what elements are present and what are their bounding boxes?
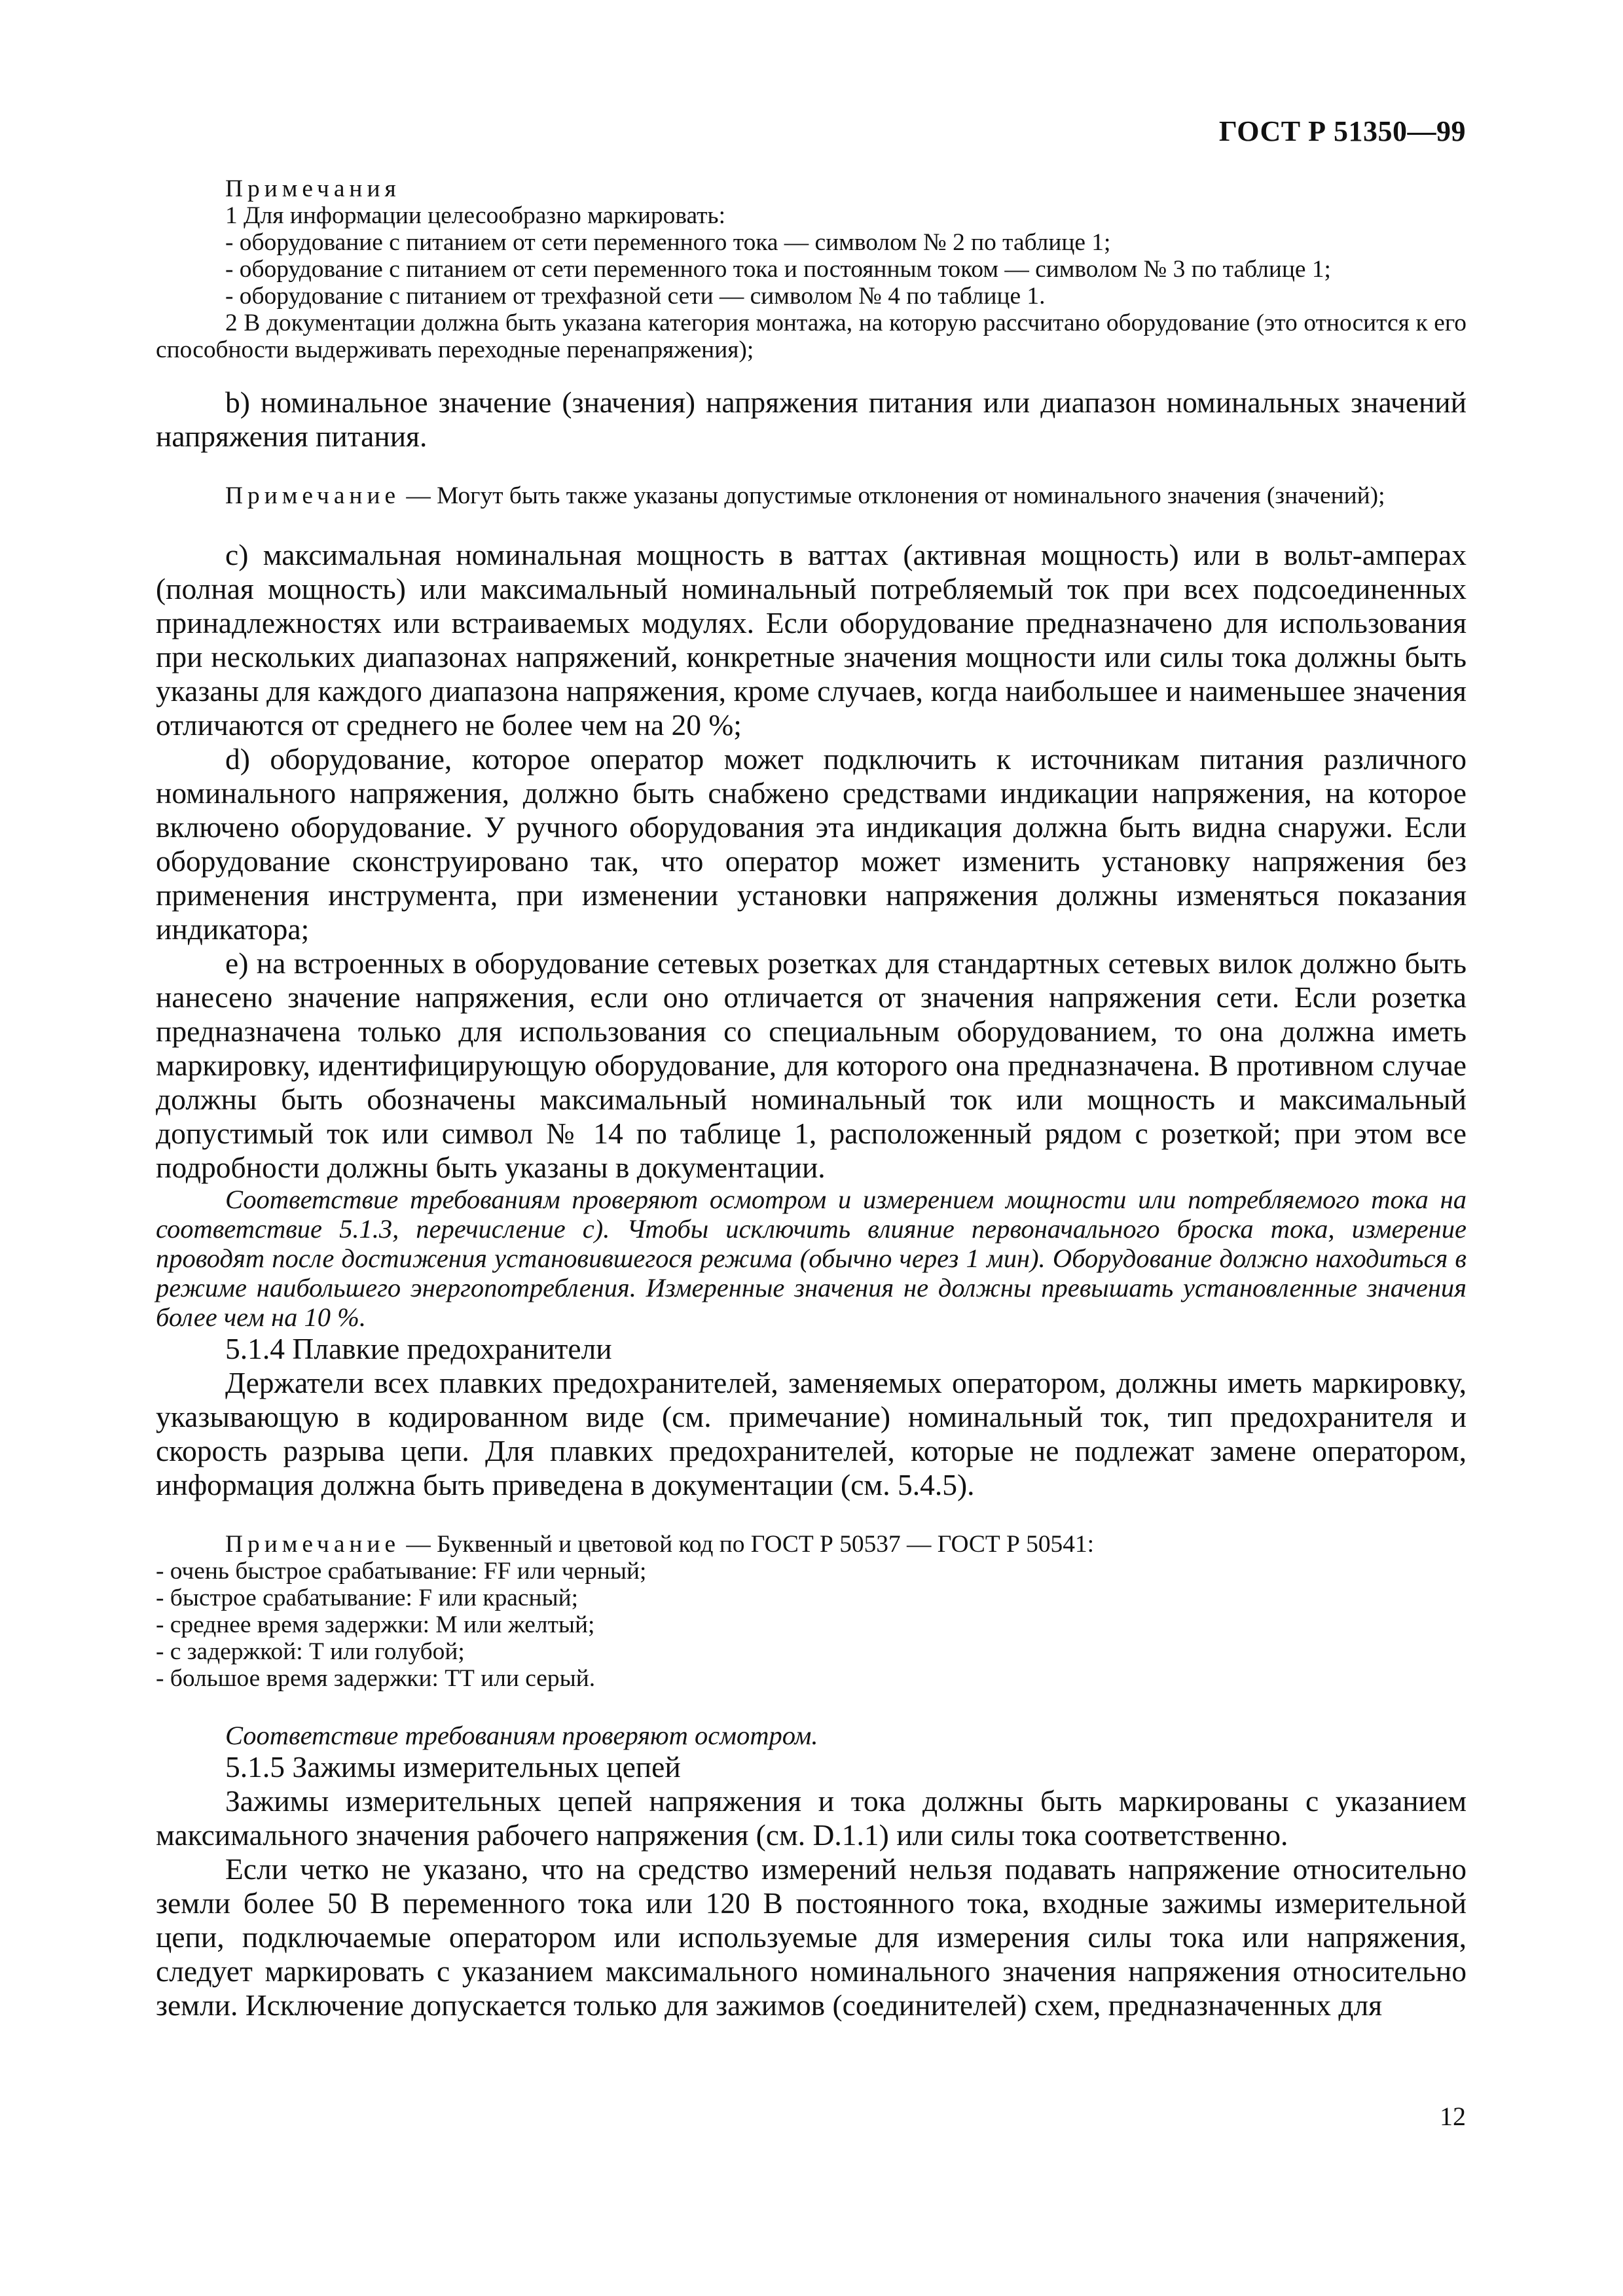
note-text: — Буквенный и цветовой код по ГОСТ Р 50537 — ГОСТ Р 50541: [400,1531,1095,1558]
section-paragraph: Зажимы измерительных цепей напряжения и тока должны быть маркированы с указанием максимального значения рабочего напряжения (см. D.1.1) или силы тока соответственно. [156,1784,1467,1852]
page-number: 12 [1440,2102,1466,2131]
note-line: - оборудование с питанием от трехфазной сети — символом № 4 по таблице 1. [225,283,1046,310]
note-block-1 [156,175,1467,363]
note-list-item: - очень быстрое срабатывание: FF или черный; [156,1558,647,1585]
section-heading: 5.1.4 Плавкие предохранители [225,1332,612,1365]
note-label: Примечание [225,1531,401,1558]
note-list-item: - быстрое срабатывание: F или красный; [156,1585,578,1611]
list-item-b: b) номинальное значение (значения) напряжения питания или диапазон номинальных значений напряжения питания. [156,386,1467,453]
note-block-3 [156,1531,1467,1692]
note-text: — Могут быть также указаны допустимые отклонения от номинального значения (значений); [400,482,1385,509]
note-line: - оборудование с питанием от сети переменного тока и постоянным током — символом № 3 по таблице 1; [225,256,1331,283]
list-item-d: d) оборудование, которое оператор может подключить к источникам питания различного номинального напряжения, должно быть снабжено средствами индикации напряжения, на которое включено оборудование. У ручного оборудования эта индикация должна быть видна снаружи. Если оборудование сконструировано так, что оператор может изменить установку напряжения без применения инструмента, при изменении установки напряжения должны изменяться показания индикатора; [156,742,1467,946]
list-item-c: с) максимальная номинальная мощность в ваттах (активная мощность) или в вольт-амперах (полная мощность) или максимальный номинальный потребляемый ток при всех подсоединенных принадлежностях или встраиваемых модулях. Если оборудование предназначено для использования при нескольких диапазонах напряжений, конкретные значения мощности или силы тока должны быть указаны для каждого диапазона напряжения, кроме случаев, когда наибольшее и наименьшее значения отличаются от среднего не более чем на 20 %; [156,538,1467,742]
note-label: Примечания [225,175,401,202]
note-list-item: - большое время задержки: ТТ или серый. [156,1665,596,1692]
note-line: - оборудование с питанием от сети переменного тока — символом № 2 по таблице 1; [225,229,1111,256]
note-intro [156,1531,1467,1558]
note-block-2 [156,482,1467,509]
section-heading: 5.1.5 Зажимы измерительных цепей [225,1750,681,1784]
section-paragraph: Держатели всех плавких предохранителей, заменяемых оператором, должны иметь маркировку, указывающую в кодированном виде (см. примечание) номинальный ток, тип предохранителя и скорость разрыва цепи. Для плавких предохранителей, которые не подлежат замене оператором, информация должна быть приведена в документации (см. 5.4.5). [156,1366,1467,1501]
list-item-e: е) на встроенных в оборудование сетевых розетках для стандартных сетевых вилок должно быть нанесено значение напряжения, если оно отличается от значения напряжения сети. Если розетка предназначена только для использования со специальным оборудованием, то она должна иметь маркировку, идентифицирующую оборудование, для которого она предназначена. В противном случае должны быть обозначены максимальный номинальный ток или мощность и максимальный допустимый ток или символ № 14 по таблице 1, расположенный рядом с розеткой; при этом все подробности должны быть указаны в документации. [156,946,1467,1184]
compliance-paragraph: Соответствие требованиям проверяют осмотром. [225,1721,818,1750]
note-item-2: 2 В документации должна быть указана категория монтажа, на которую рассчитано оборудование (это относится к его способности выдерживать переходные перенапряжения); [156,310,1467,363]
note-list-item: - среднее время задержки: М или желтый; [156,1611,595,1638]
note-line: 1 Для информации целесообразно маркировать: [225,202,725,229]
section-paragraph: Если четко не указано, что на средство измерений нельзя подавать напряжение относительно земли более 50 В переменного тока или 120 В постоянного тока, входные зажимы измерительной цепи, подключаемые оператором или используемые для измерения силы тока или напряжения, следует маркировать с указанием максимального номинального значения напряжения относительно земли. Исключение допускается только для зажимов (соединителей) схем, предназначенных для [156,1852,1467,2022]
page-content [156,175,1467,2022]
compliance-paragraph: Соответствие требованиям проверяют осмотром и измерением мощности или потребляемого тока на соответствие 5.1.3, перечисление с). Чтобы исключить влияние первоначального броска тока, измерение проводят после достижения установившегося режима (обычно через 1 мин). Оборудование должно находиться в режиме наибольшего энергопотребления. Измеренные значения не должны превышать установленные значения более чем на 10 %. [156,1185,1467,1332]
document-code: ГОСТ Р 51350—99 [1218,115,1466,147]
note-list-item: - с задержкой: Т или голубой; [156,1638,465,1665]
note-label: Примечание [225,482,401,509]
